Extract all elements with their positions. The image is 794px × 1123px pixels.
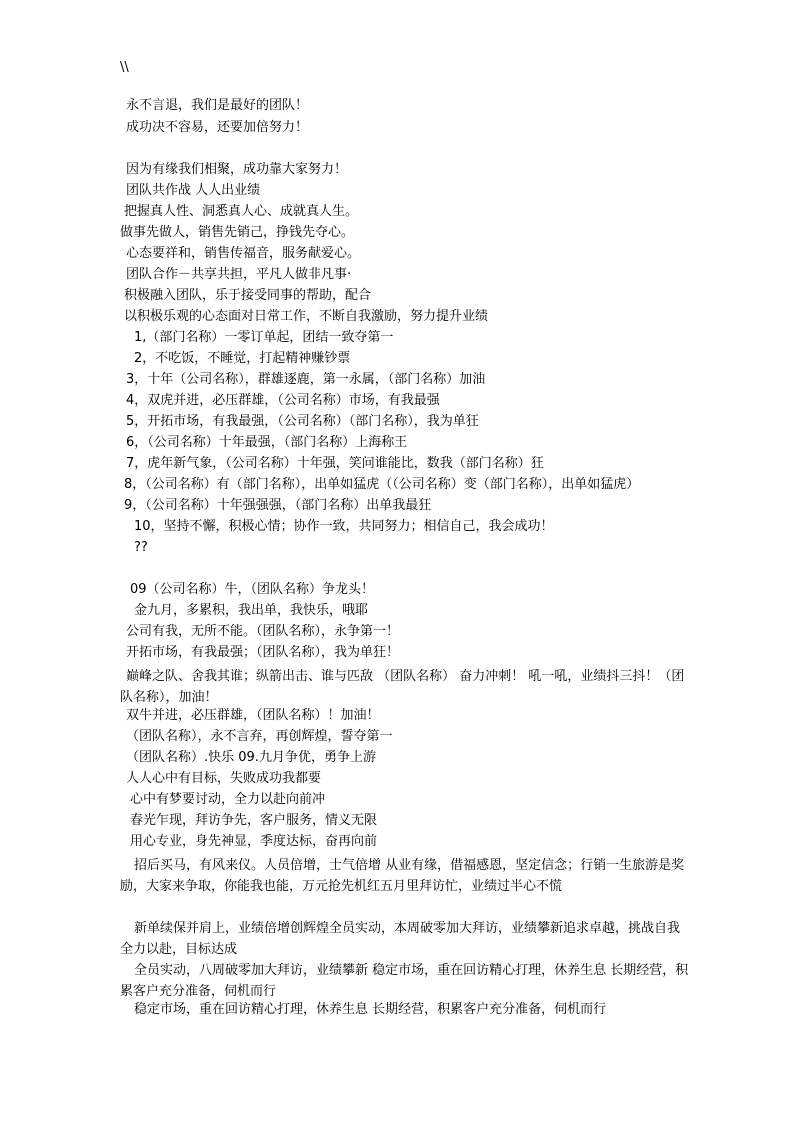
text-line: 心中有梦要讨动，全力以赴向前冲 — [130, 792, 326, 807]
text-line: 积极融入团队，乐于接受同事的帮助，配合 — [124, 288, 372, 303]
text-line: 8，（公司名称）有（部门名称），出单如猛虎（（公司名称）变（部门名称），出单如猛虎） — [124, 477, 640, 492]
text-paragraph: 新单续保并肩上，业绩倍增创辉煌全员实动，本周破零加大拜访，业绩攀新追求卓越，挑战自我全力以赴，目标达成 — [120, 921, 681, 957]
text-paragraph: 全员实动，八周破零加大拜访，业绩攀新 稳定市场，重在回访精心打理，休养生息 长期经营，积累客户充分准备，伺机而行 — [120, 963, 689, 999]
text-line: 用心专业，身先神显，季度达标，奋再向前 — [130, 834, 378, 849]
text-line: 以积极乐观的心态面对日常工作，不断自我激励，努力提升业绩 — [124, 309, 489, 324]
text-line: 4，双虎并进，必压群雄，（公司名称）市场，有我最强 — [126, 393, 440, 408]
text-line: 团队合作－共享共担，平凡人做非凡事· — [126, 267, 352, 282]
text-line: 7，虎年新气象，（公司名称）十年强，笑问谁能比，数我（部门名称）狂 — [126, 456, 544, 471]
text-line: 公司有我，无所不能。（团队名称），永争第一！ — [126, 624, 400, 639]
text-line: 心态要祥和，销售传福音，服务献爱心。 — [126, 246, 361, 261]
text-line: 因为有缘我们相聚，成功靠大家努力！ — [126, 162, 348, 177]
text-line: ?? — [134, 540, 148, 555]
text-line: 永不言退，我们是最好的团队！ — [126, 98, 309, 113]
text-line: 3，十年（公司名称），群雄逐鹿，第一永属，（部门名称）加油 — [126, 372, 486, 387]
text-line: 09（公司名称）牛，（团队名称）争龙头！ — [130, 582, 375, 597]
text-line: （团队名称）.快乐 09.九月争优，勇争上游 — [126, 750, 376, 765]
text-line: 把握真人性、洞悉真人心、成就真人生。 — [124, 204, 359, 219]
text-line: 2，不吃饭，不睡觉，打起精神赚钞票 — [134, 351, 351, 366]
text-line: 5，开拓市场，有我最强，（公司名称）（部门名称），我为单狂 — [126, 414, 479, 429]
text-line: 9，（公司名称）十年强强强，（部门名称）出单我最狂 — [124, 498, 432, 513]
text-line: 稳定市场，重在回访精心打理，休养生息 长期经营，积累客户充分准备，伺机而行 — [134, 1002, 607, 1017]
text-line: 10，坚持不懈，积极心情；协作一致，共同努力；相信自己，我会成功！ — [134, 519, 554, 534]
text-paragraph: 巅峰之队、舍我其谁；纵箭出击、谁与匹敌 （团队名称） 奋力冲刺！ 吼一吼，业绩抖三抖！（团队名称），加油！ — [120, 669, 685, 705]
text-line: 春光乍现，拜访争先，客户服务，情义无限 — [130, 813, 378, 828]
text-line: \\ — [120, 60, 129, 75]
text-line: 双牛并进，必压群雄，（团队名称）！加油！ — [126, 708, 380, 723]
text-line: 团队共作战 人人出业绩 — [126, 183, 261, 198]
text-line: 6，（公司名称）十年最强，（部门名称）上海称王 — [126, 435, 408, 450]
text-line: 开拓市场，有我最强；（团队名称），我为单狂！ — [126, 645, 400, 660]
text-line: 1,（部门名称）一零订单起，团结一致夺第一 — [134, 330, 394, 345]
text-paragraph: 招后买马，有风来仪。人员倍增，士气倍增 从业有缘，借福感恩，坚定信念；行销一生旅游是奖励，大家来争取，你能我也能，万元抢先机红五月里拜访忙，业绩过半心不慌 — [120, 858, 685, 894]
text-line: 人人心中有目标，失败成功我都要 — [126, 771, 322, 786]
text-line: 成功决不容易，还要加倍努力！ — [126, 120, 309, 135]
text-line: 金九月，多累积，我出单，我快乐，哦耶 — [134, 603, 369, 618]
text-line: （团队名称），永不言弃，再创辉煌，誓夺第一 — [126, 729, 393, 744]
text-line: 做事先做人，销售先销己，挣钱先夺心。 — [120, 225, 355, 240]
